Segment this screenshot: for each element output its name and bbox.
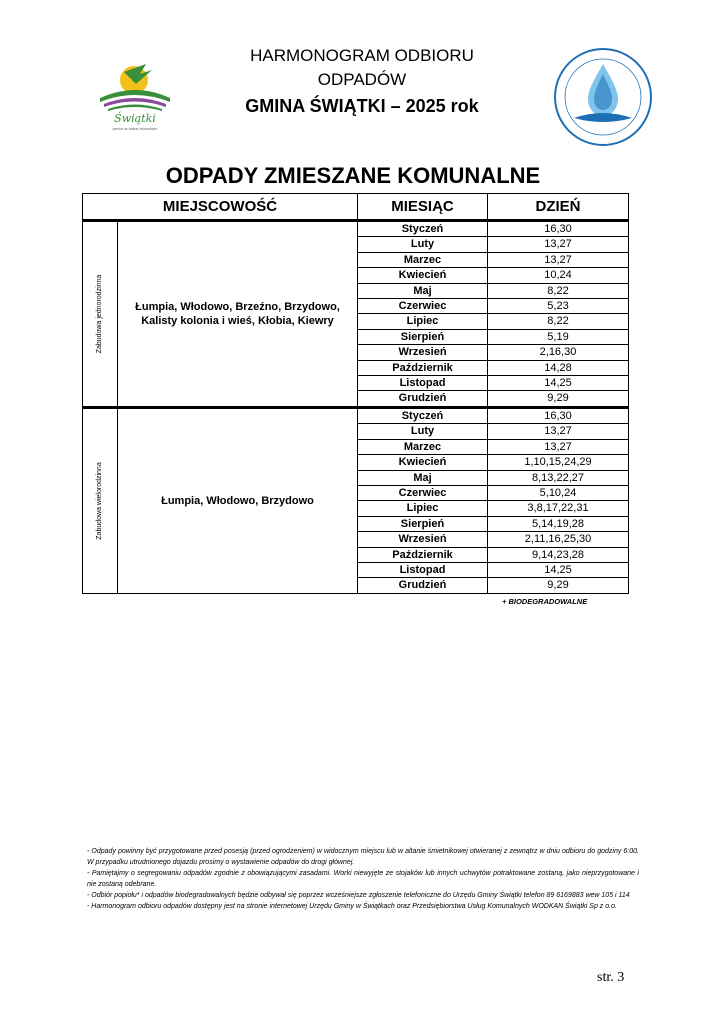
month-cell: Lipiec xyxy=(358,314,488,329)
zone-label: Zabudowa wielorodzinna xyxy=(95,462,103,540)
document-title xyxy=(200,44,524,120)
table-row xyxy=(83,407,629,423)
month-cell: Kwiecień xyxy=(358,455,488,470)
month-cell: Maj xyxy=(358,283,488,298)
days-cell: 13,27 xyxy=(488,439,629,454)
month-cell: Luty xyxy=(358,424,488,439)
footer-note: - Odbiór popiołu* i odpadów biodegradowalnych będzie odbywał się poprzez wcześniejsze zgłoszenie telefoniczne do Urzędu Gminy Świątki telefon 89 6169883 wew 105 i 114 xyxy=(87,892,630,899)
month-cell: Styczeń xyxy=(358,407,488,423)
days-cell: 5,14,19,28 xyxy=(488,516,629,531)
month-cell: Październik xyxy=(358,547,488,562)
schedule-table xyxy=(82,193,629,594)
month-cell: Wrzesień xyxy=(358,532,488,547)
logo-left-text: Świątki xyxy=(114,112,156,125)
month-cell: Marzec xyxy=(358,439,488,454)
days-cell: 3,8,17,22,31 xyxy=(488,501,629,516)
header-month: MIESIĄC xyxy=(358,194,488,221)
days-cell: 14,25 xyxy=(488,562,629,577)
days-cell: 2,11,16,25,30 xyxy=(488,532,629,547)
days-cell: 1,10,15,24,29 xyxy=(488,455,629,470)
gmina-swiatki-logo xyxy=(96,54,174,132)
locations-cell: Łumpia, Włodowo, Brzydowo xyxy=(118,407,358,593)
month-cell: Październik xyxy=(358,360,488,375)
days-cell: 2,16,30 xyxy=(488,345,629,360)
month-cell: Maj xyxy=(358,470,488,485)
month-cell: Listopad xyxy=(358,562,488,577)
month-cell: Lipiec xyxy=(358,501,488,516)
month-cell: Styczeń xyxy=(358,221,488,237)
footer-note: - Harmonogram odbioru odpadów dostępny jest na stronie internetowej Urzędu Gminy w Świątkach oraz Przedsiębiorstwa Usług Komunalnych WODKAN Świątki Sp z o.o. xyxy=(87,903,617,910)
footer-note: - Pamiętajmy o segregowaniu odpadów zgodnie z obowiązującymi zasadami. Worki niewyjęte ze stojaków lub innych uchwytów potraktowane zostaną, jako nieprzygotowane i nie zostaną odebrane. xyxy=(87,870,639,888)
wodkan-logo xyxy=(552,46,654,148)
days-cell: 8,13,22,27 xyxy=(488,470,629,485)
table-header-row xyxy=(83,194,629,221)
section-title: ODPADY ZMIESZANE KOMUNALNE xyxy=(165,163,541,188)
days-cell: 5,10,24 xyxy=(488,485,629,500)
month-cell: Kwiecień xyxy=(358,268,488,283)
table-row xyxy=(83,221,629,237)
days-cell: 14,25 xyxy=(488,376,629,391)
title-line-2: ODPADÓW xyxy=(317,70,407,89)
footer-notes xyxy=(87,846,639,912)
footer-note: - Odpady powinny być przygotowane przed posesją (przed ogrodzeniem) w widocznym miejscu lub w altanie śmietnikowej otwieranej z zewnątrz w dniu odbioru do godziny 6:00. W przypadku utrudnionego dojazdu prosimy o wystawienie odpadów do drogi głównej. xyxy=(87,848,639,866)
days-cell: 5,23 xyxy=(488,299,629,314)
locations-cell: Łumpia, Włodowo, Brzeźno, Brzydowo, Kalisty kolonia i wieś, Kłobia, Kiewry xyxy=(118,221,358,408)
month-cell: Marzec xyxy=(358,252,488,267)
days-cell: 16,30 xyxy=(488,407,629,423)
month-cell: Grudzień xyxy=(358,391,488,407)
month-cell: Grudzień xyxy=(358,578,488,593)
days-cell: 14,28 xyxy=(488,360,629,375)
month-cell: Listopad xyxy=(358,376,488,391)
days-cell: 16,30 xyxy=(488,221,629,237)
zone-cell xyxy=(83,407,118,593)
days-cell: 8,22 xyxy=(488,283,629,298)
days-cell: 9,14,23,28 xyxy=(488,547,629,562)
days-cell: 8,22 xyxy=(488,314,629,329)
month-cell: Sierpień xyxy=(358,516,488,531)
zone-cell xyxy=(83,221,118,408)
days-cell: 5,19 xyxy=(488,329,629,344)
logo-left-subtext: gmina w której mieszkam xyxy=(112,127,158,131)
title-line-1: HARMONOGRAM ODBIORU xyxy=(250,46,474,65)
month-cell: Czerwiec xyxy=(358,485,488,500)
month-cell: Czerwiec xyxy=(358,299,488,314)
header-location: MIEJSCOWOŚĆ xyxy=(83,194,358,221)
header-day: DZIEŃ xyxy=(488,194,629,221)
page-number: str. 3 xyxy=(597,970,625,985)
days-cell: 13,27 xyxy=(488,252,629,267)
month-cell: Sierpień xyxy=(358,329,488,344)
title-line-3: GMINA ŚWIĄTKI – 2025 rok xyxy=(245,96,479,116)
month-cell: Luty xyxy=(358,237,488,252)
days-cell: 9,29 xyxy=(488,391,629,407)
days-cell: 13,27 xyxy=(488,424,629,439)
days-cell: 9,29 xyxy=(488,578,629,593)
days-cell: 13,27 xyxy=(488,237,629,252)
days-cell: 10,24 xyxy=(488,268,629,283)
zone-label: Zabudowa jednorodzinna xyxy=(95,274,103,354)
month-cell: Wrzesień xyxy=(358,345,488,360)
biodegradable-note: + BIODEGRADOWALNE xyxy=(502,597,588,606)
